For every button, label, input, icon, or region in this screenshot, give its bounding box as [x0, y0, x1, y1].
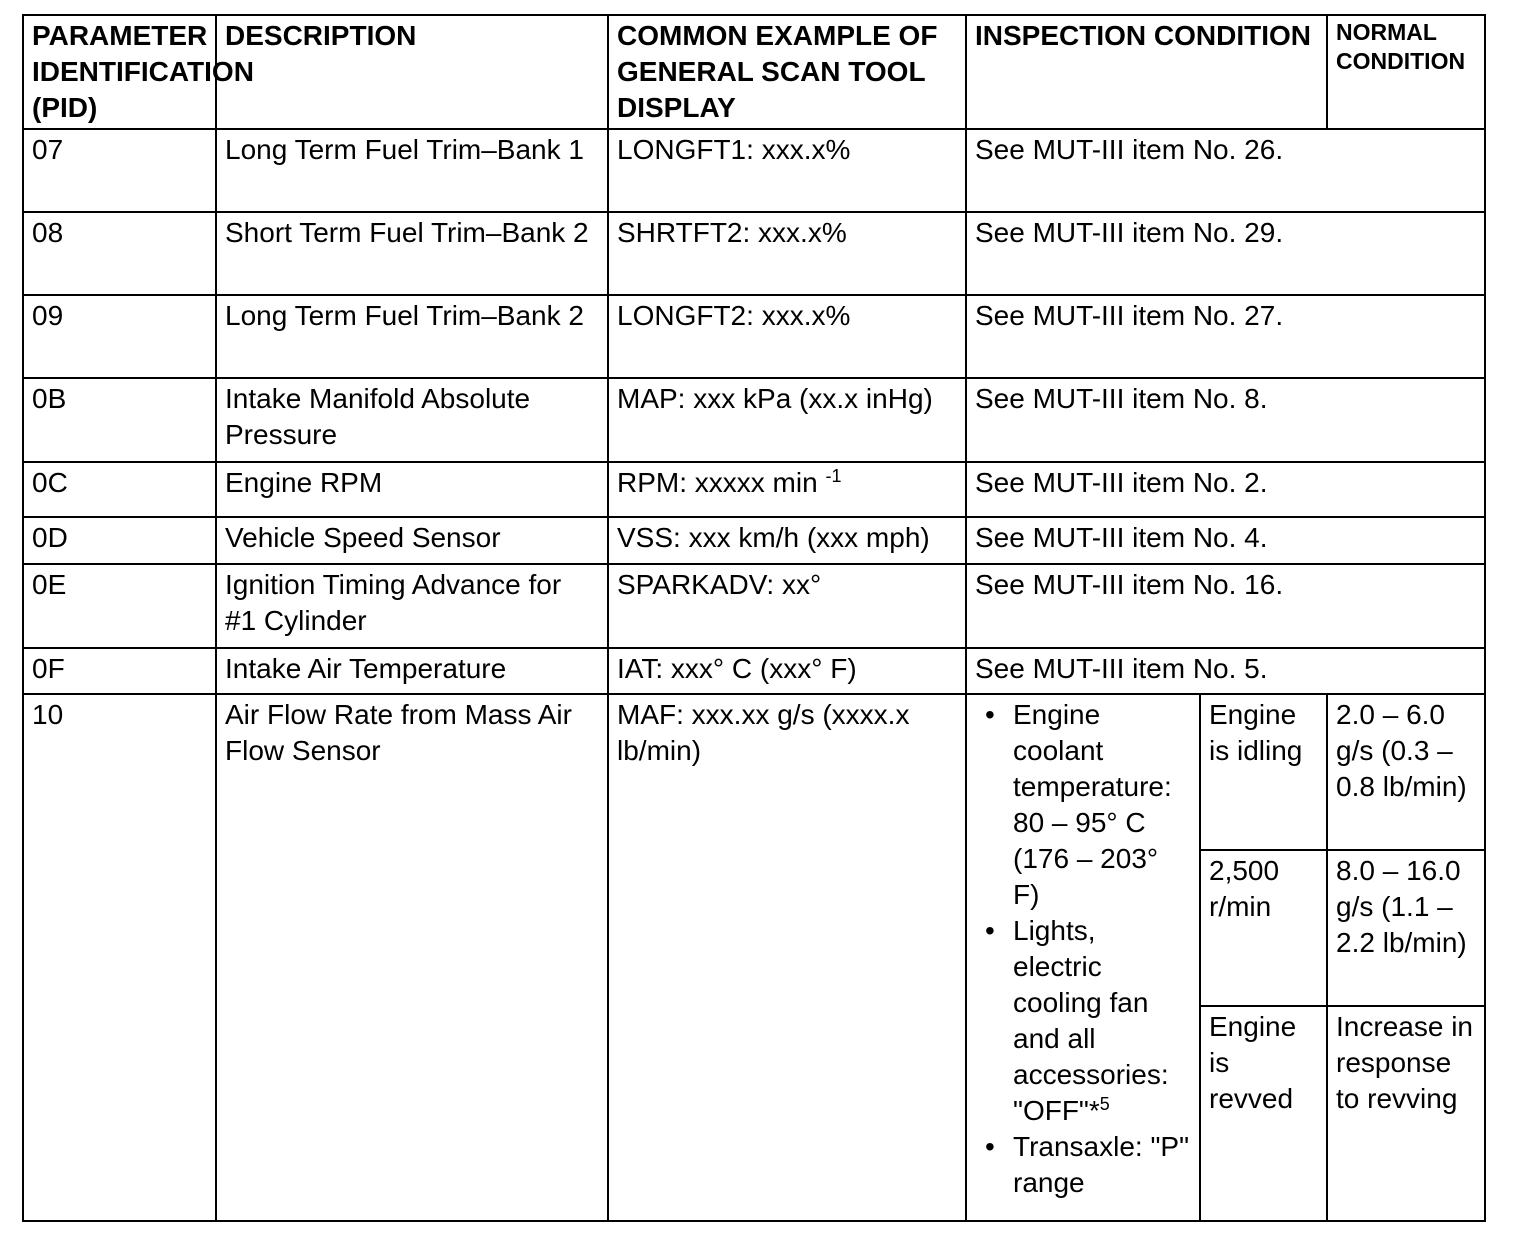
inspection-cell: See MUT-III item No. 16. [966, 564, 1485, 648]
header-display: COMMON EXAMPLE OF GENERAL SCAN TOOL DISPLAY [608, 15, 966, 129]
description-cell: Long Term Fuel Trim–Bank 1 [216, 129, 608, 212]
inspection-cell: See MUT-III item No. 4. [966, 517, 1485, 564]
table-row [23, 129, 1485, 212]
table-row [23, 648, 1485, 694]
list-item [975, 913, 1191, 1129]
normal-cell: 8.0 – 16.0 g/s (1.1 – 2.2 lb/min) [1327, 850, 1485, 1006]
pid-cell: 0B [23, 378, 216, 462]
bullet-icon: • [985, 1131, 995, 1162]
display-cell: VSS: xxx km/h (xxx mph) [608, 517, 966, 564]
normal-cell: Increase in response to revving [1327, 1006, 1485, 1221]
pid-cell: 10 [23, 694, 216, 1221]
condition-text: Lights, electric cooling fan and all accessories: "OFF"* [1013, 915, 1169, 1126]
normal-cell: 2.0 – 6.0 g/s (0.3 – 0.8 lb/min) [1327, 694, 1485, 850]
state-cell: 2,500 r/min [1200, 850, 1327, 1006]
display-cell: MAF: xxx.xx g/s (xxxx.x lb/min) [608, 694, 966, 1221]
display-cell: LONGFT1: xxx.x% [608, 129, 966, 212]
inspection-cell: See MUT-III item No. 29. [966, 212, 1485, 295]
header-inspection: INSPECTION CONDITION [966, 15, 1327, 129]
table-row [23, 212, 1485, 295]
state-cell: Engine is revved [1200, 1006, 1327, 1221]
condition-text: Engine coolant temperature: 80 – 95° C (176 – 203° F) [1013, 699, 1172, 910]
inspection-cell: See MUT-III item No. 27. [966, 295, 1485, 378]
header-normal: NORMAL CONDITION [1327, 15, 1485, 129]
scan-tool-pid-table [22, 14, 1486, 1222]
header-description: DESCRIPTION [216, 15, 608, 129]
display-cell: MAP: xxx kPa (xx.x inHg) [608, 378, 966, 462]
display-superscript: -1 [825, 466, 842, 486]
inspection-conditions-list [975, 697, 1191, 1201]
footnote-superscript: 5 [1099, 1094, 1110, 1114]
display-cell [608, 462, 966, 517]
list-item [975, 1129, 1191, 1201]
description-cell: Engine RPM [216, 462, 608, 517]
pid-cell: 0C [23, 462, 216, 517]
table-row [23, 564, 1485, 648]
maf-row [23, 694, 1485, 850]
display-text: RPM: xxxxx min [617, 467, 818, 498]
description-cell: Short Term Fuel Trim–Bank 2 [216, 212, 608, 295]
description-cell: Intake Manifold Absolute Pressure [216, 378, 608, 462]
description-cell: Long Term Fuel Trim–Bank 2 [216, 295, 608, 378]
inspection-cell: See MUT-III item No. 8. [966, 378, 1485, 462]
display-cell: LONGFT2: xxx.x% [608, 295, 966, 378]
pid-cell: 0F [23, 648, 216, 694]
table-row [23, 517, 1485, 564]
bullet-icon: • [985, 699, 995, 730]
display-cell: IAT: xxx° C (xxx° F) [608, 648, 966, 694]
description-cell: Intake Air Temperature [216, 648, 608, 694]
pid-cell: 0D [23, 517, 216, 564]
description-cell: Ignition Timing Advance for #1 Cylinder [216, 564, 608, 648]
inspection-cell: See MUT-III item No. 2. [966, 462, 1485, 517]
description-cell: Air Flow Rate from Mass Air Flow Sensor [216, 694, 608, 1221]
pid-cell: 0E [23, 564, 216, 648]
description-cell: Vehicle Speed Sensor [216, 517, 608, 564]
inspection-conditions-cell [966, 694, 1200, 1221]
inspection-cell: See MUT-III item No. 5. [966, 648, 1485, 694]
condition-text: Transaxle: "P" range [1013, 1131, 1190, 1198]
table-row [23, 378, 1485, 462]
inspection-cell: See MUT-III item No. 26. [966, 129, 1485, 212]
list-item [975, 697, 1191, 913]
pid-cell: 07 [23, 129, 216, 212]
pid-cell: 09 [23, 295, 216, 378]
state-cell: Engine is idling [1200, 694, 1327, 850]
header-pid: PARAMETER IDENTIFICATION (PID) [23, 15, 216, 129]
bullet-icon: • [985, 915, 995, 946]
display-cell: SPARKADV: xx° [608, 564, 966, 648]
header-row [23, 15, 1485, 129]
table-row [23, 295, 1485, 378]
display-cell: SHRTFT2: xxx.x% [608, 212, 966, 295]
table-row [23, 462, 1485, 517]
pid-cell: 08 [23, 212, 216, 295]
